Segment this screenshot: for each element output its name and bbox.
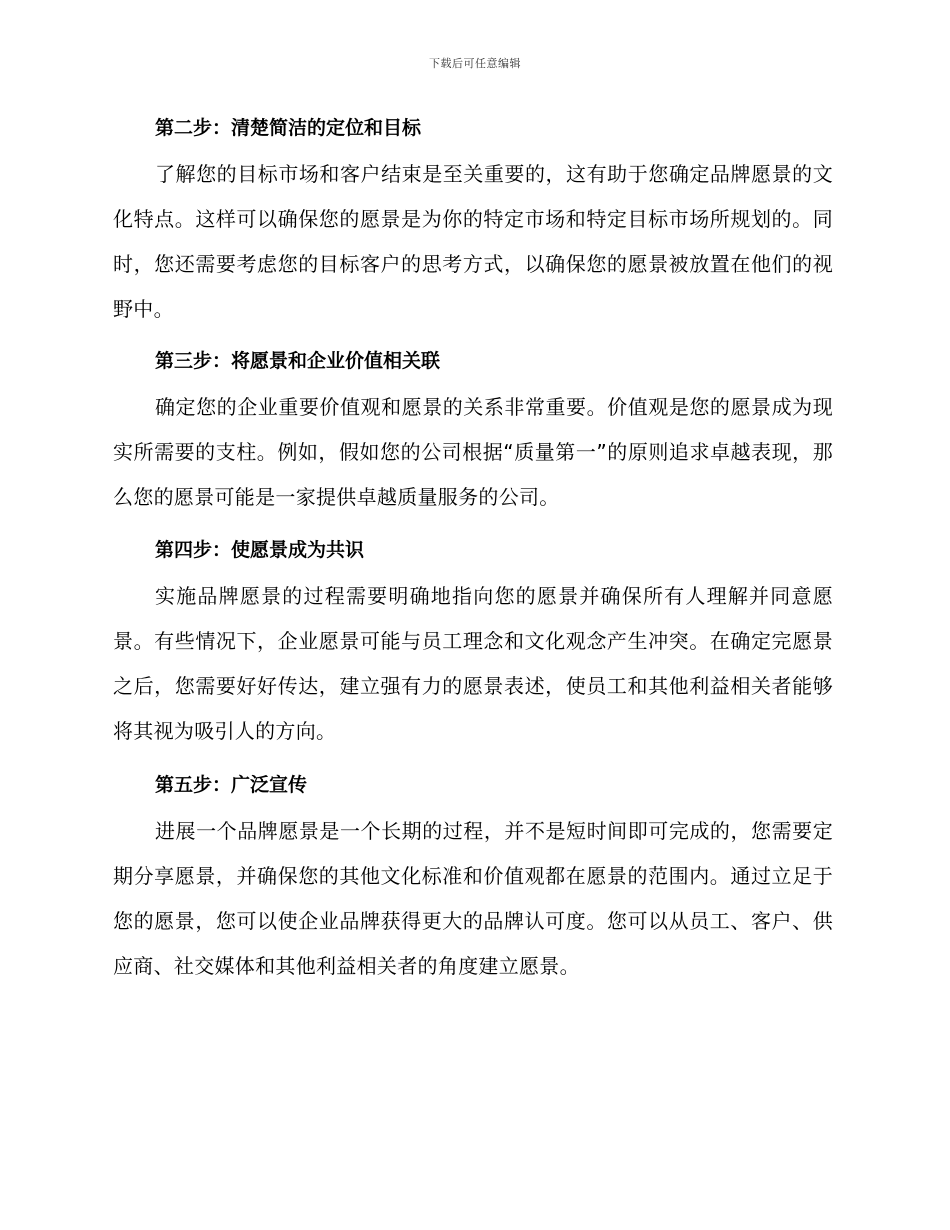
document-body [113,112,833,989]
section-heading-step-4: 第四步：使愿景成为共识 [155,539,365,561]
section-paragraph-step-5: 进展一个品牌愿景是一个长期的过程，并不是短时间即可完成的，您需要定期分享愿景，并确保您的其他文化标准和价值观都在愿景的范围内。通过立足于您的愿景，您可以使企业品牌获得更大的品牌认可度。您可以从员工、客户、供应商、社交媒体和其他利益相关者的角度建立愿景。 [113,819,833,978]
section-heading-step-2: 第二步：清楚简洁的定位和目标 [155,117,422,139]
section-heading-step-5: 第五步：广泛宣传 [155,774,308,796]
section-paragraph-step-2: 了解您的目标市场和客户结束是至关重要的，这有助于您确定品牌愿景的文化特点。这样可以确保您的愿景是为你的特定市场和特定目标市场所规划的。同时，您还需要考虑您的目标客户的思考方式，以确保您的愿景被放置在他们的视野中。 [113,162,833,321]
section-paragraph-step-3: 确定您的企业重要价值观和愿景的关系非常重要。价值观是您的愿景成为现实所需要的支柱。例如，假如您的公司根据“质量第一”的原则追求卓越表现，那么您的愿景可能是一家提供卓越质量服务的公司。 [113,395,833,509]
section-paragraph-step-4: 实施品牌愿景的过程需要明确地指向您的愿景并确保所有人理解并同意愿景。有些情况下，企业愿景可能与员工理念和文化观念产生冲突。在确定完愿景之后，您需要好好传达，建立强有力的愿景表述，使员工和其他利益相关者能够将其视为吸引人的方向。 [113,584,833,743]
header-note: 下载后可任意编辑 [429,57,521,70]
section-heading-step-3: 第三步：将愿景和企业价值相关联 [155,350,441,372]
